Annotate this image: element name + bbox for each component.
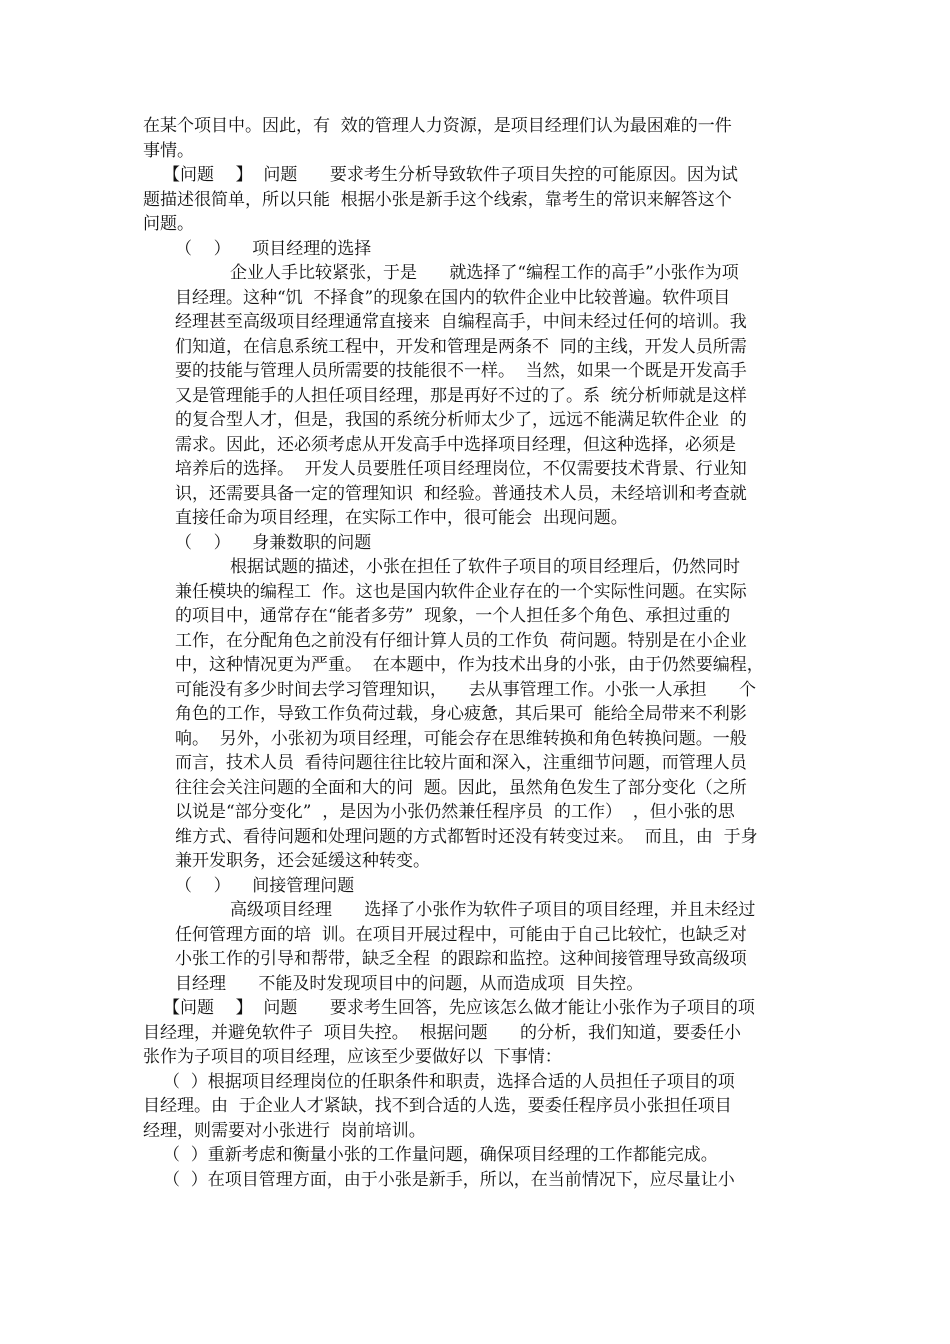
- text-line: 事情。: [143, 141, 194, 161]
- text-line: 经理甚至高级项目经理通常直接来 自编程高手，中间未经过任何的培训。我: [175, 312, 747, 332]
- text-line: 工作，在分配角色之前没有仔细计算人员的工作负 荷问题。特别是在小企业: [175, 631, 747, 651]
- text-line: 兼任模块的编程工 作。这也是国内软件企业存在的一个实际性问题。在实际: [175, 582, 747, 602]
- text-line: 高级项目经理 选择了小张作为软件子项目的项目经理，并且未经过: [230, 900, 756, 920]
- text-line: 的项目中，通常存在“能者多劳” 现象，一个人担任多个角色、承担过重的: [175, 606, 731, 626]
- text-line: 问题。: [143, 214, 194, 234]
- text-line: 以说是“部分变化” ，是因为小张仍然兼任程序员 的工作） ，但小张的思: [175, 802, 735, 822]
- text-line: 目经理。这种“饥 不择食”的现象在国内的软件企业中比较普遍。软件项目: [175, 288, 731, 308]
- text-line: 们知道，在信息系统工程中，开发和管理是两条不 同的主线，开发人员所需: [175, 337, 747, 357]
- question-heading: 【问题 】 问题 要求考生分析导致软件子项目失控的可能原因。因为试: [163, 165, 738, 185]
- text-line: 维方式、看待问题和处理问题的方式都暂时还没有转变过来。 而且，由 于身: [175, 827, 758, 847]
- text-line: 可能没有多少时间去学习管理知识， 去从事管理工作。小张一人承担 个: [175, 680, 757, 700]
- text-line: 兼开发职务，还会延缓这种转变。: [175, 851, 430, 871]
- text-line: 目经理，并避免软件子 项目失控。 根据问题 的分析，我们知道，要委任小: [143, 1023, 742, 1043]
- section-heading: （ ） 项目经理的选择: [175, 239, 372, 259]
- text-line: 题描述很简单，所以只能 根据小张是新手这个线索，靠考生的常识来解答这个: [143, 190, 732, 210]
- text-line: 要的技能与管理人员所需要的技能很不一样。 当然，如果一个既是开发高手: [175, 361, 747, 381]
- question-heading: 【问题 】 问题 要求考生回答，先应该怎么做才能让小张作为子项目的项: [163, 998, 755, 1018]
- text-line: 任何管理方面的培 训。在项目开展过程中，可能由于自己比较忙，也缺乏对: [175, 925, 747, 945]
- text-line: 而言，技术人员 看待问题往往比较片面和深入，注重细节问题，而管理人员: [175, 753, 747, 773]
- list-item: （ ）在项目管理方面，由于小张是新手，所以，在当前情况下，应尽量让小: [163, 1170, 735, 1190]
- text-line: 角色的工作，导致工作负荷过载，身心疲惫，其后果可 能给全局带来不利影: [175, 704, 747, 724]
- section-heading: （ ） 身兼数职的问题: [175, 533, 372, 553]
- text-line: 的复合型人才，但是，我国的系统分析师太少了，远远不能满足软件企业 的: [175, 410, 747, 430]
- text-line: 小张工作的引导和帮带，缺乏全程 的跟踪和监控。这种间接管理导致高级项: [175, 949, 747, 969]
- text-line: 中，这种情况更为严重。 在本题中，作为技术出身的小张，由于仍然要编程，: [175, 655, 764, 675]
- text-line: 直接任命为项目经理，在实际工作中，很可能会 出现问题。: [175, 508, 628, 528]
- section-heading: （ ） 间接管理问题: [175, 876, 355, 896]
- text-line: 又是管理能手的人担任项目经理，那是再好不过的了。系 统分析师就是这样: [175, 386, 747, 406]
- text-line: 需求。因此，还必须考虑从开发高手中选择项目经理，但这种选择，必须是: [175, 435, 736, 455]
- text-line: 培养后的选择。 开发人员要胜任项目经理岗位，不仅需要技术背景、行业知: [175, 459, 747, 479]
- text-line: 根据试题的描述，小张在担任了软件子项目的项目经理后，仍然同时: [230, 557, 740, 577]
- text-line: 在某个项目中。因此，有 效的管理人力资源，是项目经理们认为最困难的一件: [143, 116, 732, 136]
- text-line: 目经理 不能及时发现项目中的问题，从而造成项 目失控。: [175, 974, 644, 994]
- text-line: 张作为子项目的项目经理，应该至少要做好以 下事情：: [143, 1047, 562, 1067]
- list-item: （ ）重新考虑和衡量小张的工作量问题，确保项目经理的工作都能完成。: [163, 1145, 718, 1165]
- text-line: 响。 另外，小张初为项目经理，可能会存在思维转换和角色转换问题。一般: [175, 729, 747, 749]
- text-line: 经理，则需要对小张进行 岗前培训。: [143, 1121, 426, 1141]
- text-line: 往往会关注问题的全面和大的问 题。因此，虽然角色发生了部分变化（之所: [175, 778, 747, 798]
- text-line: 企业人手比较紧张，于是 就选择了“编程工作的高手”小张作为项: [230, 263, 739, 283]
- text-line: 目经理。由 于企业人才紧缺，找不到合适的人选，要委任程序员小张担任项目: [143, 1096, 732, 1116]
- list-item: （ ）根据项目经理岗位的任职条件和职责，选择合适的人员担任子项目的项: [163, 1072, 735, 1092]
- text-line: 识，还需要具备一定的管理知识 和经验。普通技术人员，未经培训和考查就: [175, 484, 747, 504]
